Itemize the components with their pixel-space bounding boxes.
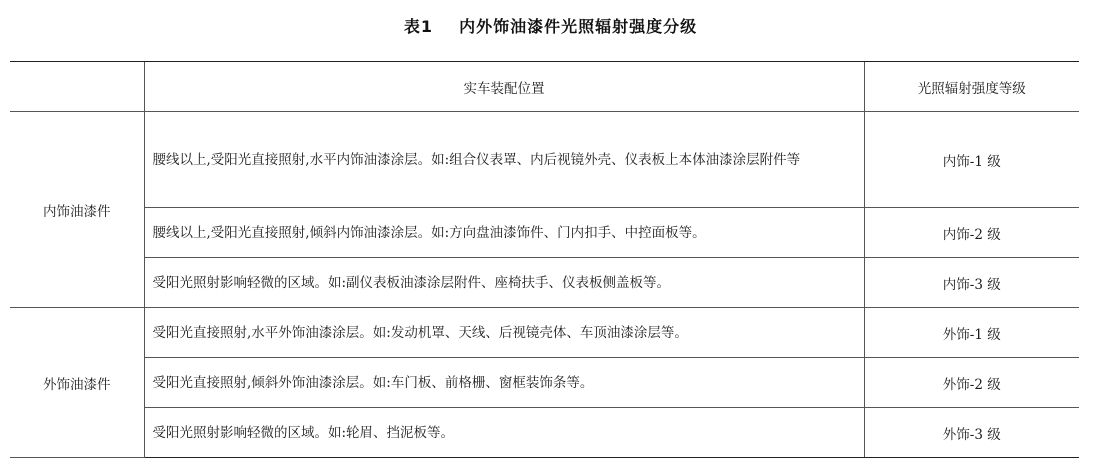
- level-cell: 外饰-2 级: [864, 358, 1079, 408]
- table-row: [10, 308, 1079, 358]
- radiation-grade-table: [10, 61, 1079, 458]
- category-exterior: 外饰油漆件: [10, 308, 144, 458]
- header-row: [10, 62, 1079, 112]
- position-cell: 受阳光直接照射,水平外饰油漆涂层。如:发动机罩、天线、后视镜壳体、车顶油漆涂层等。: [144, 308, 864, 358]
- position-cell: 腰线以上,受阳光直接照射,倾斜内饰油漆涂层。如:方向盘油漆饰件、门内扣手、中控面板等。: [144, 208, 864, 258]
- table-title: 内外饰油漆件光照辐射强度分级: [459, 17, 698, 36]
- table-row: [10, 358, 1079, 408]
- category-interior: 内饰油漆件: [10, 112, 144, 308]
- table-row: [10, 258, 1079, 308]
- level-cell: 内饰-3 级: [864, 258, 1079, 308]
- table-caption: [0, 14, 1101, 37]
- table-number: 表1: [403, 17, 434, 36]
- position-cell: 受阳光照射影响轻微的区域。如:轮眉、挡泥板等。: [144, 408, 864, 458]
- table-row: [10, 112, 1079, 208]
- level-cell: 外饰-3 级: [864, 408, 1079, 458]
- header-level: 光照辐射强度等级: [864, 62, 1079, 112]
- header-position: 实车装配位置: [144, 62, 864, 112]
- table-row: [10, 408, 1079, 458]
- position-cell: 腰线以上,受阳光直接照射,水平内饰油漆涂层。如:组合仪表罩、内后视镜外壳、仪表板上本体油漆涂层附件等: [144, 112, 864, 208]
- level-cell: 外饰-1 级: [864, 308, 1079, 358]
- table-row: [10, 208, 1079, 258]
- level-cell: 内饰-2 级: [864, 208, 1079, 258]
- level-cell: 内饰-1 级: [864, 112, 1079, 208]
- position-cell: 受阳光照射影响轻微的区域。如:副仪表板油漆涂层附件、座椅扶手、仪表板侧盖板等。: [144, 258, 864, 308]
- header-category: [10, 62, 144, 112]
- position-cell: 受阳光直接照射,倾斜外饰油漆涂层。如:车门板、前格栅、窗框装饰条等。: [144, 358, 864, 408]
